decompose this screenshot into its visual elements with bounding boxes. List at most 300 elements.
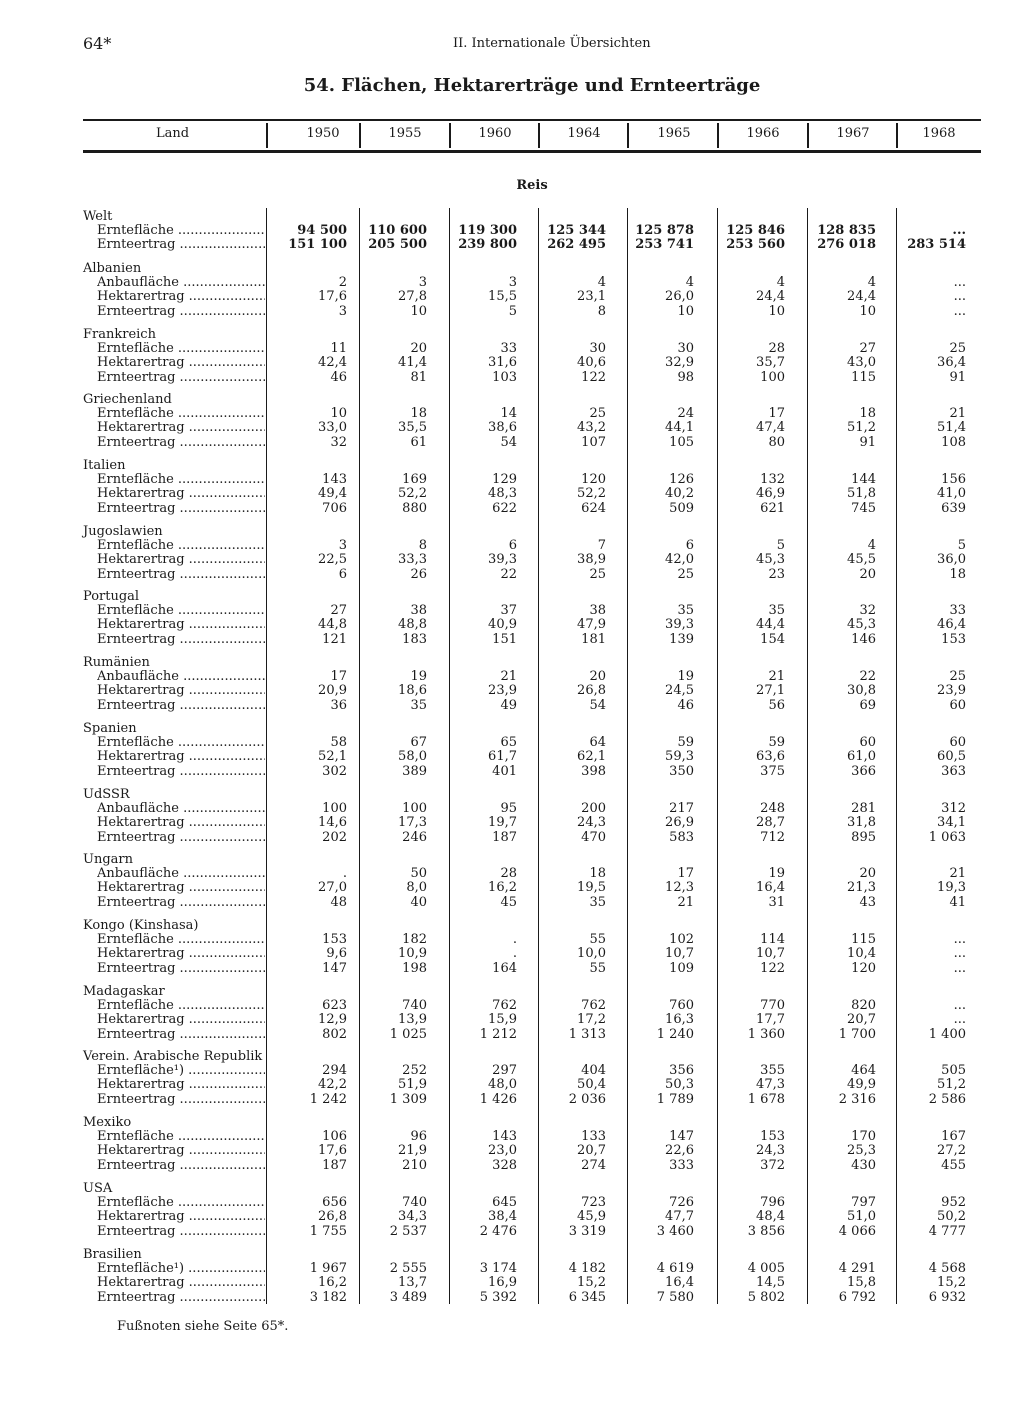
metric-label: Anbaufläche ..... <box>97 867 265 881</box>
table-cell: 20 <box>410 341 427 357</box>
table-cell: 5 <box>508 303 517 319</box>
metric-label: Ernteertrag ..... <box>97 1093 265 1107</box>
table-cell: 170 <box>851 1129 876 1145</box>
table-cell: 122 <box>581 369 606 385</box>
metric-label: Ernteertrag ..... <box>97 1291 265 1305</box>
table-cell: 52,2 <box>398 486 427 502</box>
table-cell: 3 174 <box>479 1261 517 1277</box>
table-cell: 114 <box>760 932 785 948</box>
metric-label: Anbaufläche ..... <box>97 802 265 816</box>
table-cell: 43 <box>859 894 876 910</box>
table-cell: 125 878 <box>635 223 694 239</box>
table-cell: 40 <box>410 894 427 910</box>
table-cell: 181 <box>581 631 606 647</box>
table-cell: 1 063 <box>928 829 966 845</box>
country-name: Griechenland <box>83 392 172 407</box>
table-cell: 621 <box>760 500 785 516</box>
table-cell: 21,9 <box>398 1143 427 1159</box>
table-cell: 18 <box>589 866 606 882</box>
table-cell: 45,3 <box>847 617 876 633</box>
table-cell: 283 514 <box>907 237 966 253</box>
country-name: Frankreich <box>83 327 156 342</box>
table-cell: 401 <box>492 763 517 779</box>
table-cell: 31,6 <box>488 355 517 371</box>
table-cell: 3 856 <box>747 1223 785 1239</box>
table-cell: 154 <box>760 631 785 647</box>
table-cell: 3 <box>338 538 347 554</box>
country-name: Italien <box>83 458 126 473</box>
table-cell: 40,2 <box>665 486 694 502</box>
table-cell: 47,9 <box>577 617 606 633</box>
table-cell: 33,3 <box>398 552 427 568</box>
table-cell: 5 392 <box>479 1289 517 1305</box>
table-cell: 56 <box>768 697 785 713</box>
table-cell: ... <box>953 1012 966 1028</box>
table-cell: 624 <box>581 500 606 516</box>
table-cell: 21 <box>949 406 966 422</box>
metric-label: Hektarertrag ..... <box>97 618 265 632</box>
table-cell: 2 <box>338 275 347 291</box>
country-name: Kongo (Kinshasa) <box>83 918 199 933</box>
table-cell: 895 <box>851 829 876 845</box>
column-header-year: 1965 <box>657 126 691 141</box>
table-cell: 8 <box>597 303 606 319</box>
table-cell: 50 <box>410 866 427 882</box>
crop-heading: Reis <box>516 178 548 193</box>
table-cell: 645 <box>492 1195 517 1211</box>
table-cell: 20 <box>859 566 876 582</box>
table-cell: 20 <box>589 669 606 685</box>
table-cell: 350 <box>669 763 694 779</box>
table-cell: 65 <box>500 735 517 751</box>
table-cell: 21,3 <box>847 880 876 896</box>
table-cell: 22,5 <box>318 552 347 568</box>
table-cell: 46,4 <box>937 617 966 633</box>
table-cell: 153 <box>322 932 347 948</box>
table-cell: 80 <box>768 434 785 450</box>
metric-label: Erntefläche ..... <box>97 1130 265 1144</box>
metric-label: Hektarertrag ..... <box>97 487 265 501</box>
table-cell: 42,4 <box>318 355 347 371</box>
table-cell: 36,0 <box>937 552 966 568</box>
table-cell: 38,6 <box>488 420 517 436</box>
table-cell: 202 <box>322 829 347 845</box>
table-cell: 103 <box>492 369 517 385</box>
table-cell: 297 <box>492 1063 517 1079</box>
table-cell: 4 291 <box>838 1261 876 1277</box>
column-separator <box>449 123 451 148</box>
table-cell: 51,2 <box>937 1077 966 1093</box>
metric-label: Anbaufläche ..... <box>97 670 265 684</box>
table-cell: 5 <box>776 538 785 554</box>
table-cell: 147 <box>322 960 347 976</box>
country-name: Ungarn <box>83 852 133 867</box>
table-cell: 25,3 <box>847 1143 876 1159</box>
table-cell: 3 489 <box>389 1289 427 1305</box>
table-cell: 6 932 <box>928 1289 966 1305</box>
table-cell: 17,6 <box>318 1143 347 1159</box>
table-cell: 11 <box>330 341 347 357</box>
table-cell: 50,2 <box>937 1209 966 1225</box>
table-cell: 19,5 <box>577 880 606 896</box>
table-cell: 25 <box>589 566 606 582</box>
table-cell: 355 <box>760 1063 785 1079</box>
table-cell: 105 <box>669 434 694 450</box>
table-cell: 51,9 <box>398 1077 427 1093</box>
table-cell: 2 537 <box>389 1223 427 1239</box>
table-cell: 47,3 <box>756 1077 785 1093</box>
table-cell: 144 <box>851 472 876 488</box>
metric-label: Erntefläche ..... <box>97 224 265 238</box>
table-cell: 125 344 <box>547 223 606 239</box>
table-cell: ... <box>953 932 966 948</box>
table-cell: 24 <box>677 406 694 422</box>
table-cell: 276 018 <box>817 237 876 253</box>
table-cell: 98 <box>677 369 694 385</box>
table-cell: 5 802 <box>747 1289 785 1305</box>
table-cell: 27 <box>330 603 347 619</box>
metric-label: Erntefläche ..... <box>97 736 265 750</box>
metric-label: Hektarertrag ..... <box>97 750 265 764</box>
table-cell: 167 <box>941 1129 966 1145</box>
country-name: Albanien <box>83 261 142 276</box>
table-cell: 17,7 <box>756 1012 785 1028</box>
table-cell: 10 <box>410 303 427 319</box>
table-cell: 33 <box>949 603 966 619</box>
table-cell: 60 <box>949 735 966 751</box>
table-cell: 106 <box>322 1129 347 1145</box>
table-cell: 143 <box>322 472 347 488</box>
table-cell: 455 <box>941 1157 966 1173</box>
table-cell: 248 <box>760 801 785 817</box>
table-cell: 2 476 <box>479 1223 517 1239</box>
table-cell: 712 <box>760 829 785 845</box>
table-cell: 119 300 <box>458 223 517 239</box>
table-cell: 333 <box>669 1157 694 1173</box>
table-cell: ... <box>953 275 966 291</box>
metric-label: Hektarertrag ..... <box>97 881 265 895</box>
table-cell: ... <box>953 960 966 976</box>
table-cell: 820 <box>851 998 876 1014</box>
table-cell: 6 345 <box>568 1289 606 1305</box>
table-cell: 21 <box>768 669 785 685</box>
metric-label: Ernteertrag ..... <box>97 1159 265 1173</box>
table-cell: 60 <box>859 735 876 751</box>
table-cell: ... <box>953 946 966 962</box>
table-cell: 252 <box>402 1063 427 1079</box>
table-cell: 41 <box>949 894 966 910</box>
table-cell: 2 586 <box>928 1091 966 1107</box>
table-cell: 28 <box>500 866 517 882</box>
table-cell: 35 <box>677 603 694 619</box>
table-cell: 38 <box>410 603 427 619</box>
table-cell: 102 <box>669 932 694 948</box>
table-cell: 59,3 <box>665 749 694 765</box>
table-cell: 40,9 <box>488 617 517 633</box>
table-cell: 10,7 <box>756 946 785 962</box>
metric-label: Ernteertrag ..... <box>97 1225 265 1239</box>
table-cell: 10 <box>768 303 785 319</box>
table-cell: 26,9 <box>665 815 694 831</box>
table-cell: 44,8 <box>318 617 347 633</box>
table-cell: 312 <box>941 801 966 817</box>
table-cell: 48,4 <box>756 1209 785 1225</box>
table-cell: 44,4 <box>756 617 785 633</box>
table-cell: 398 <box>581 763 606 779</box>
table-cell: 115 <box>851 932 876 948</box>
table-cell: 45,3 <box>756 552 785 568</box>
column-separator <box>266 123 268 148</box>
table-cell: 239 800 <box>458 237 517 253</box>
table-cell: 81 <box>410 369 427 385</box>
table-cell: 24,4 <box>847 289 876 305</box>
table-cell: 19,3 <box>937 880 966 896</box>
table-cell: 470 <box>581 829 606 845</box>
table-cell: 302 <box>322 763 347 779</box>
table-cell: 46,9 <box>756 486 785 502</box>
metric-label: Hektarertrag ..... <box>97 1013 265 1027</box>
table-cell: 726 <box>669 1195 694 1211</box>
metric-label: Erntefläche¹) ..... <box>97 1064 265 1078</box>
table-cell: 47,4 <box>756 420 785 436</box>
table-cell: 509 <box>669 500 694 516</box>
table-cell: 404 <box>581 1063 606 1079</box>
table-cell: 151 <box>492 631 517 647</box>
table-cell: 60,5 <box>937 749 966 765</box>
table-cell: 109 <box>669 960 694 976</box>
metric-label: Hektarertrag ..... <box>97 356 265 370</box>
table-cell: 1 242 <box>309 1091 347 1107</box>
table-cell: 43,2 <box>577 420 606 436</box>
metric-label: Ernteertrag ..... <box>97 568 265 582</box>
table-cell: 723 <box>581 1195 606 1211</box>
table-cell: 42,2 <box>318 1077 347 1093</box>
table-cell: 274 <box>581 1157 606 1173</box>
table-cell: 49,4 <box>318 486 347 502</box>
table-cell: 59 <box>677 735 694 751</box>
table-cell: 20,9 <box>318 683 347 699</box>
table-cell: 762 <box>581 998 606 1014</box>
table-cell: ... <box>952 223 966 239</box>
table-cell: 35 <box>410 697 427 713</box>
table-cell: 128 835 <box>817 223 876 239</box>
metric-label: Ernteertrag ..... <box>97 896 265 910</box>
table-cell: 100 <box>402 801 427 817</box>
metric-label: Erntefläche ..... <box>97 604 265 618</box>
table-cell: 760 <box>669 998 694 1014</box>
table-cell: 740 <box>402 998 427 1014</box>
table-cell: 187 <box>492 829 517 845</box>
table-cell: 23 <box>768 566 785 582</box>
metric-label: Ernteertrag ..... <box>97 831 265 845</box>
metric-label: Ernteertrag ..... <box>97 962 265 976</box>
table-cell: 26 <box>410 566 427 582</box>
table-cell: 253 560 <box>726 237 785 253</box>
table-cell: 32,9 <box>665 355 694 371</box>
table-cell: 17,6 <box>318 289 347 305</box>
table-cell: 200 <box>581 801 606 817</box>
table-cell: 24,3 <box>577 815 606 831</box>
table-cell: 126 <box>669 472 694 488</box>
country-name: Verein. Arabische Republik <box>83 1049 263 1064</box>
table-cell: 38,9 <box>577 552 606 568</box>
table-cell: 61,7 <box>488 749 517 765</box>
table-cell: 8 <box>418 538 427 554</box>
column-header-year: 1964 <box>567 126 601 141</box>
table-cell: 18,6 <box>398 683 427 699</box>
country-name: Welt <box>83 209 113 224</box>
table-cell: 31 <box>768 894 785 910</box>
table-cell: 30 <box>677 341 694 357</box>
table-cell: 1 967 <box>309 1261 347 1277</box>
table-cell: 45,9 <box>577 1209 606 1225</box>
table-cell: 27 <box>859 341 876 357</box>
table-cell: 15,2 <box>577 1275 606 1291</box>
table-cell: 6 792 <box>838 1289 876 1305</box>
column-header-land: Land <box>155 126 190 141</box>
table-cell: 33,0 <box>318 420 347 436</box>
table-cell: 2 316 <box>838 1091 876 1107</box>
metric-label: Hektarertrag ..... <box>97 1144 265 1158</box>
table-cell: 38,4 <box>488 1209 517 1225</box>
table-cell: 54 <box>589 697 606 713</box>
table-cell: 18 <box>859 406 876 422</box>
table-cell: 10,4 <box>847 946 876 962</box>
column-separator <box>717 123 719 148</box>
table-cell: 356 <box>669 1063 694 1079</box>
table-cell: 802 <box>322 1026 347 1042</box>
table-cell: 146 <box>851 631 876 647</box>
table-cell: 52,2 <box>577 486 606 502</box>
table-cell: 796 <box>760 1195 785 1211</box>
table-cell: 262 495 <box>547 237 606 253</box>
column-separator <box>807 123 809 148</box>
table-cell: 17 <box>330 669 347 685</box>
table-cell: 4 182 <box>568 1261 606 1277</box>
table-cell: 1 025 <box>389 1026 427 1042</box>
table-cell: 7 580 <box>656 1289 694 1305</box>
table-cell: 19 <box>410 669 427 685</box>
table-cell: 25 <box>949 669 966 685</box>
table-cell: 8,0 <box>406 880 427 896</box>
table-cell: 51,2 <box>847 420 876 436</box>
table-cell: 16,3 <box>665 1012 694 1028</box>
table-cell: 281 <box>851 801 876 817</box>
table-cell: . <box>512 932 517 948</box>
table-cell: 34,1 <box>937 815 966 831</box>
table-cell: 25 <box>949 341 966 357</box>
table-cell: 3 <box>338 303 347 319</box>
table-cell: 745 <box>851 500 876 516</box>
table-cell: 22,6 <box>665 1143 694 1159</box>
table-cell: 706 <box>322 500 347 516</box>
table-cell: 16,2 <box>318 1275 347 1291</box>
table-cell: 42,0 <box>665 552 694 568</box>
table-cell: 55 <box>589 932 606 948</box>
table-cell: 19 <box>677 669 694 685</box>
table-cell: 20,7 <box>847 1012 876 1028</box>
section-header: II. Internationale Übersichten <box>453 36 651 51</box>
table-cell: 23,1 <box>577 289 606 305</box>
table-cell: 21 <box>949 866 966 882</box>
table-cell: 16,4 <box>665 1275 694 1291</box>
table-header-rule <box>83 150 981 153</box>
table-cell: 41,4 <box>398 355 427 371</box>
metric-label: Hektarertrag ..... <box>97 1276 265 1290</box>
table-cell: 4 619 <box>656 1261 694 1277</box>
table-cell: 50,4 <box>577 1077 606 1093</box>
table-cell: 52,1 <box>318 749 347 765</box>
metric-label: Hektarertrag ..... <box>97 290 265 304</box>
table-cell: 120 <box>851 960 876 976</box>
table-cell: 198 <box>402 960 427 976</box>
table-cell: 91 <box>949 369 966 385</box>
table-cell: 46 <box>330 369 347 385</box>
table-cell: 205 500 <box>368 237 427 253</box>
table-cell: 17,2 <box>577 1012 606 1028</box>
table-cell: 18 <box>410 406 427 422</box>
table-cell: 100 <box>760 369 785 385</box>
table-cell: 15,9 <box>488 1012 517 1028</box>
table-cell: 21 <box>677 894 694 910</box>
table-cell: 39,3 <box>665 617 694 633</box>
table-cell: 16,9 <box>488 1275 517 1291</box>
table-cell: 153 <box>941 631 966 647</box>
table-cell: 328 <box>492 1157 517 1173</box>
country-name: UdSSR <box>83 787 130 802</box>
column-separator <box>896 123 898 148</box>
table-cell: 63,6 <box>756 749 785 765</box>
table-cell: 4 <box>867 275 876 291</box>
table-cell: 58 <box>330 735 347 751</box>
table-cell: 6 <box>508 538 517 554</box>
table-cell: 48,0 <box>488 1077 517 1093</box>
table-cell: 61 <box>410 434 427 450</box>
table-cell: 14 <box>500 406 517 422</box>
table-cell: . <box>342 866 347 882</box>
table-cell: . <box>512 946 517 962</box>
table-cell: 15,8 <box>847 1275 876 1291</box>
table-cell: 35,7 <box>756 355 785 371</box>
table-cell: 35,5 <box>398 420 427 436</box>
metric-label: Erntefläche ..... <box>97 407 265 421</box>
metric-label: Erntefläche ..... <box>97 933 265 947</box>
table-cell: 505 <box>941 1063 966 1079</box>
table-cell: 33 <box>500 341 517 357</box>
table-cell: 46 <box>677 697 694 713</box>
column-separator <box>627 123 629 148</box>
table-cell: 10,0 <box>577 946 606 962</box>
metric-label: Erntefläche ..... <box>97 342 265 356</box>
table-cell: 797 <box>851 1195 876 1211</box>
table-cell: 35 <box>768 603 785 619</box>
table-cell: 60 <box>949 697 966 713</box>
table-cell: 36,4 <box>937 355 966 371</box>
table-cell: 12,9 <box>318 1012 347 1028</box>
table-cell: 10 <box>330 406 347 422</box>
table-cell: 19 <box>768 866 785 882</box>
table-cell: 7 <box>597 538 606 554</box>
country-name: Spanien <box>83 721 137 736</box>
table-cell: 147 <box>669 1129 694 1145</box>
table-cell: 14,6 <box>318 815 347 831</box>
country-name: Madagaskar <box>83 984 165 999</box>
table-cell: ... <box>953 303 966 319</box>
table-cell: 4 066 <box>838 1223 876 1239</box>
table-cell: 623 <box>322 998 347 1014</box>
table-cell: 24,4 <box>756 289 785 305</box>
table-cell: 366 <box>851 763 876 779</box>
